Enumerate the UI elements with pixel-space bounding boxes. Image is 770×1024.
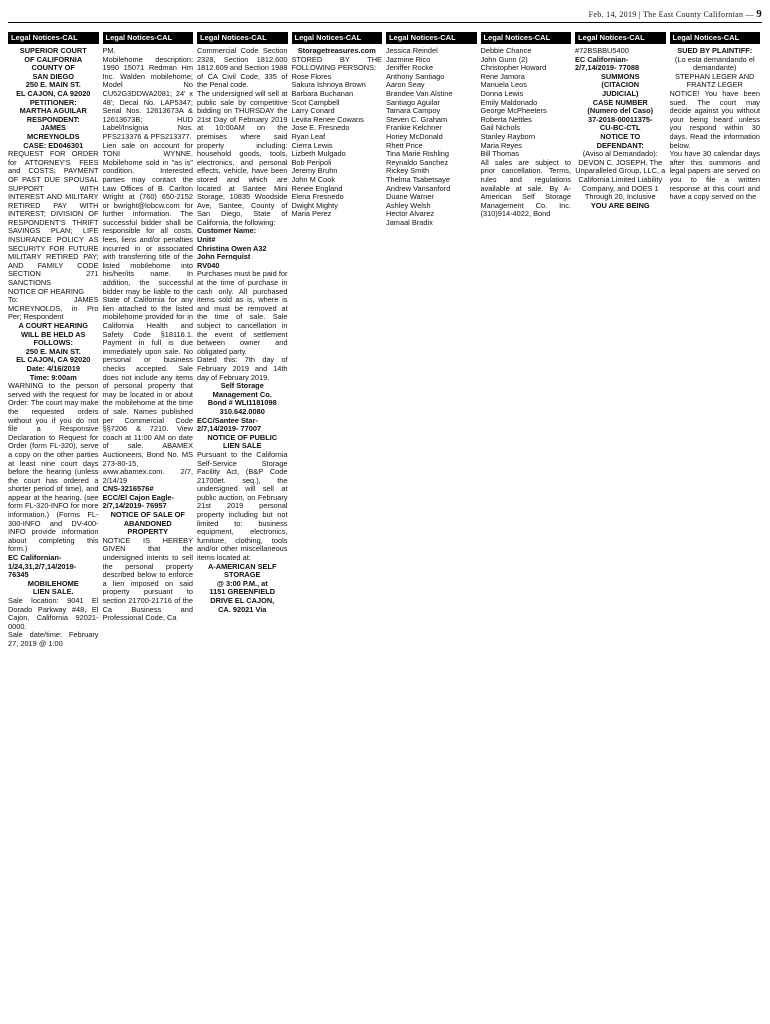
notice-text: Purchases must be paid for at the time of purchase in cash only. All purchased items sold as is, where is and must be removed at the time of sale. Sale subject to cancellation in the event of settlement between owner and obligated party. Dated this: 7th day of February 2019 and 14th day of February 2019. bbox=[197, 269, 288, 382]
header-dash: — bbox=[745, 10, 757, 19]
column-header: Legal Notices-CAL bbox=[481, 32, 572, 44]
notice-text: A COURT HEARING WILL BE HELD AS FOLLOWS: 250 E. MAIN ST. EL CAJON, CA 92020 Date: 4/16/2019 Time: 9:00am bbox=[16, 321, 91, 382]
page-number: 9 bbox=[756, 8, 762, 20]
notice-text: Customer Name: Unit# Christina Owen A32 John Fernquist RV040 bbox=[197, 226, 267, 270]
column-header: Legal Notices-CAL bbox=[670, 32, 761, 44]
notice-text: Pursuant to the California Self-Service Storage Facility Act, (B&P Code 21700et. seq.), the undersigned will sell at public auction, on February 21st 2019 personal property including but not limited to: business equipment, electronics, furniture, clothing, tools and/or other miscellaneous items located at: bbox=[197, 449, 288, 563]
notice-text: SUPERIOR COURT OF CALIFORNIA COUNTY OF SAN DIEGO 250 E. MAIN ST. EL CAJON, CA 92020 PETITIONER: MARTHA AGUILAR RESPONDENT: JAMES MCREYNOLDS CASE: ED046301 bbox=[16, 46, 91, 150]
notice-text: NOTICE OF PUBLIC LIEN SALE bbox=[207, 432, 278, 451]
notice-column bbox=[292, 32, 383, 702]
publication-name: The East County Californian bbox=[642, 10, 744, 19]
notice-text: Jessica Reindel Jazmine Rico Jeniffer Rocke Anthony Santiago Aaron Seay Brandee Van Alstine Santiago Aguilar Tamara Campoy Steven C. Graham Frankie Kelchner Honey McDonald Rhett Price Tina Marie Rishling Reynaldo Sanchez Rickey Smith Thelma Tsabetsaye Andrew Vansanford Duane Warner Ashley Welsh Hector Alvarez Jamaal Bradix bbox=[386, 46, 453, 227]
column-header: Legal Notices-CAL bbox=[103, 32, 194, 44]
page-header bbox=[8, 8, 762, 23]
notice-column bbox=[197, 32, 288, 702]
legal-notices-columns bbox=[8, 32, 762, 702]
column-header: Legal Notices-CAL bbox=[575, 32, 666, 44]
notice-text: Storagetreasures.com bbox=[297, 46, 376, 55]
column-header: Legal Notices-CAL bbox=[386, 32, 477, 44]
notice-column bbox=[670, 32, 761, 702]
notice-column bbox=[8, 32, 99, 702]
notice-text: PM. Mobilehome description: 1990 15071 Redman Hm Inc. Walden mobilehome; Model No CU52G3DDWA2081; 24' x 48'; Decal No. LAP5347; Serial Nos. 12613673A & 12613673B; HUD Label/Insignia Nos. PFS213376 & PFS213377. Lien sale on account for TONI WYNNE. Mobilehome sold in "as is" condition. Interested parties may contact the Law Offices of B. Carlton Wright at (760) 650-2152 or bwright@lobcw.com for further information. The successful bidder shall be responsible for all costs, fees, liens and/or penalties incurred in or associated with transferring title of the listed mobilehome into his/her/its name. In addition, the successful bidder may be liable to the State of California for any lien attached to the listed mobilehome provided for in California Health and Safety Code §18116.1. Payment in full is due immediately upon sale. No personal or business checks accepted. Sale does not include any items of personal property that may be located in or about the mobilehome at the time of sale. Names published per Commercial Code §§7206 & 7210. View coach at 11:00 AM on date of sale. ABAMEX Auctioneers, Bond No. MS 273-80-15, www.abamex.com. 2/7, 2/14/19 bbox=[102, 46, 193, 485]
notice-text: SUED BY PLAINTIFF: bbox=[677, 46, 753, 55]
issue-date: Feb. 14, 2019 bbox=[588, 10, 637, 19]
notice-text: NOTICE IS HEREBY GIVEN that the undersigned intents to sell the personal property described below to enforce a lien imposed on said property pursuant to section 21700-21716 of the Ca Business and Professional Code, Ca bbox=[102, 535, 193, 623]
notice-text: YOU ARE BEING bbox=[590, 200, 650, 210]
column-header: Legal Notices-CAL bbox=[292, 32, 383, 44]
notice-text: #72BSBBU5400 bbox=[575, 46, 629, 55]
notice-text: Commercial Code Section 2328, Section 1812.600 1812.609 and Section 1988 of CA Civil Code, 335 of the Penal code. The undersigned will sell at public sale by competitive bidding on THURSDAY the 21st Day of February 2019 at 10:00AM on the premises where said property including: household goods, tools, electronics, and personal effects, vehicle, have been stored and which are located at Santee Mini Storage, 10835 Woodside Ave, Santee, County of San Diego, State of California, the following: bbox=[197, 46, 288, 227]
notice-column bbox=[575, 32, 666, 702]
header-separator: | bbox=[638, 10, 643, 19]
notice-text: STORED BY THE FOLLOWING PERSONS: Rose Flores Sakura Ishnoya Brown Barbara Buchanan Scot Campbell Larry Conard Levita Renee Cowans Jose E. Fresnedo Ryan Leaf Cierra Lewis Lizbeth Mulgado Bob Peripoli Jeremy Bruhn John M Cook Renee England Elena Fresnedo Dwight Mighty Maria Perez bbox=[291, 54, 382, 219]
notice-text: CNS-3216576# ECC/El Cajon Eagle- 2/7,14/2019- 76957 bbox=[102, 484, 174, 511]
notice-text: REQUEST FOR ORDER for ATTORNEY'S FEES and COSTS; PAYMENT OF PAST DUE SPOUSAL SUPPORT WITH INTEREST AND MILITARY RETIRED PAY WITH INTEREST; DIVISION OF RESPONDENT'S THRIFT SAVINGS PLAN; LIFE INSURANCE POLICY AS SECURITY FOR FUTURE MILITARY RETIRED PAY; AND FAMILY CODE SECTION 271 SANCTIONS bbox=[8, 149, 99, 288]
notice-column bbox=[481, 32, 572, 702]
notice-column bbox=[103, 32, 194, 702]
notice-text: Sale location: 9041 El Dorado Parkway #48, El Cajon, California 92021-0000. Sale date/time: February 27, 2019 @ 1:00 bbox=[8, 596, 99, 648]
notice-text: SUMMONS (CITACION JUDICIAL) CASE NUMBER (Numero del Caso) 37-2018-00011375- CU-BC-CTL NOTICE TO DEFENDANT: bbox=[587, 71, 654, 150]
notice-text: NOTICE OF SALE OF ABANDONED PROPERTY bbox=[110, 510, 185, 537]
notice-text: EC Californian- 2/7,14/2019- 77088 bbox=[575, 54, 640, 73]
notice-column bbox=[386, 32, 477, 702]
notice-text: EC Californian- 1/24,31,2/7,14/2019- 76345 bbox=[8, 553, 77, 580]
notice-text: WARNING to the person served with the request for Order: The court may make the requested orders without you if you do not file a Responsive Declaration to Request for Order (form FL-320), serve a copy on the other parties at least nine court days before the hearing (unless the court has ordered a shorter period of time), and appear at the hearing. (see form FL-320-INFO for more information.) (Forms FL-300-INFO and DV-400-INFO provide information about completing this form.) bbox=[8, 381, 99, 554]
notice-text: NOTICE! You have been sued. The court may decide against you without your being heard unless you respond within 30 days. Read the information below. You have 30 calendar days after this summons and legal papers are served on you to file a written response at this court and have a copy served on the bbox=[669, 88, 760, 202]
column-header: Legal Notices-CAL bbox=[8, 32, 99, 44]
notice-text: NOTICE OF HEARING To: JAMES MCREYNOLDS, in Pro Per; Respondent bbox=[8, 286, 99, 322]
notice-text: Self Storage Management Co. Bond # WLI1181098 310.642.0080 bbox=[207, 381, 277, 416]
notice-text: A-AMERICAN SELF STORAGE @ 3:00 P.M., at 1151 GREENFIELD DRIVE EL CAJON, CA. 92021 Via bbox=[207, 561, 277, 614]
notice-text: Debbie Chance John Gunn (2) Christopher Howard Rene Jamora Manuela Leos Donna Lewis Emily Maldonado George McPheeters Roberta Nettles Gail Nichols Stanley Rayborn Maria Reyes Bill Thomas All sales are subject to prior cancellation. Terms, rules and regulations available at sale. By A-American Self Storage Management Co. Inc. (310)914-4022, Bond bbox=[480, 46, 571, 219]
notice-text: ECC/Santee Star- 2/7,14/2019- 77007 bbox=[197, 415, 262, 434]
column-header: Legal Notices-CAL bbox=[197, 32, 288, 44]
notice-text: (Lo esta demandando el demandante) STEPHAN LEGER AND FRANTZ LEGER bbox=[674, 54, 755, 90]
notice-text: (Aviso al Demandado): DEVON C. JOSEPH, The Unparalleled Group, LLC, a California Limited Liability Company, and DOES 1 Through 20, Inclusive bbox=[575, 149, 666, 202]
notice-text: MOBILEHOME LIEN SALE. bbox=[27, 578, 79, 597]
